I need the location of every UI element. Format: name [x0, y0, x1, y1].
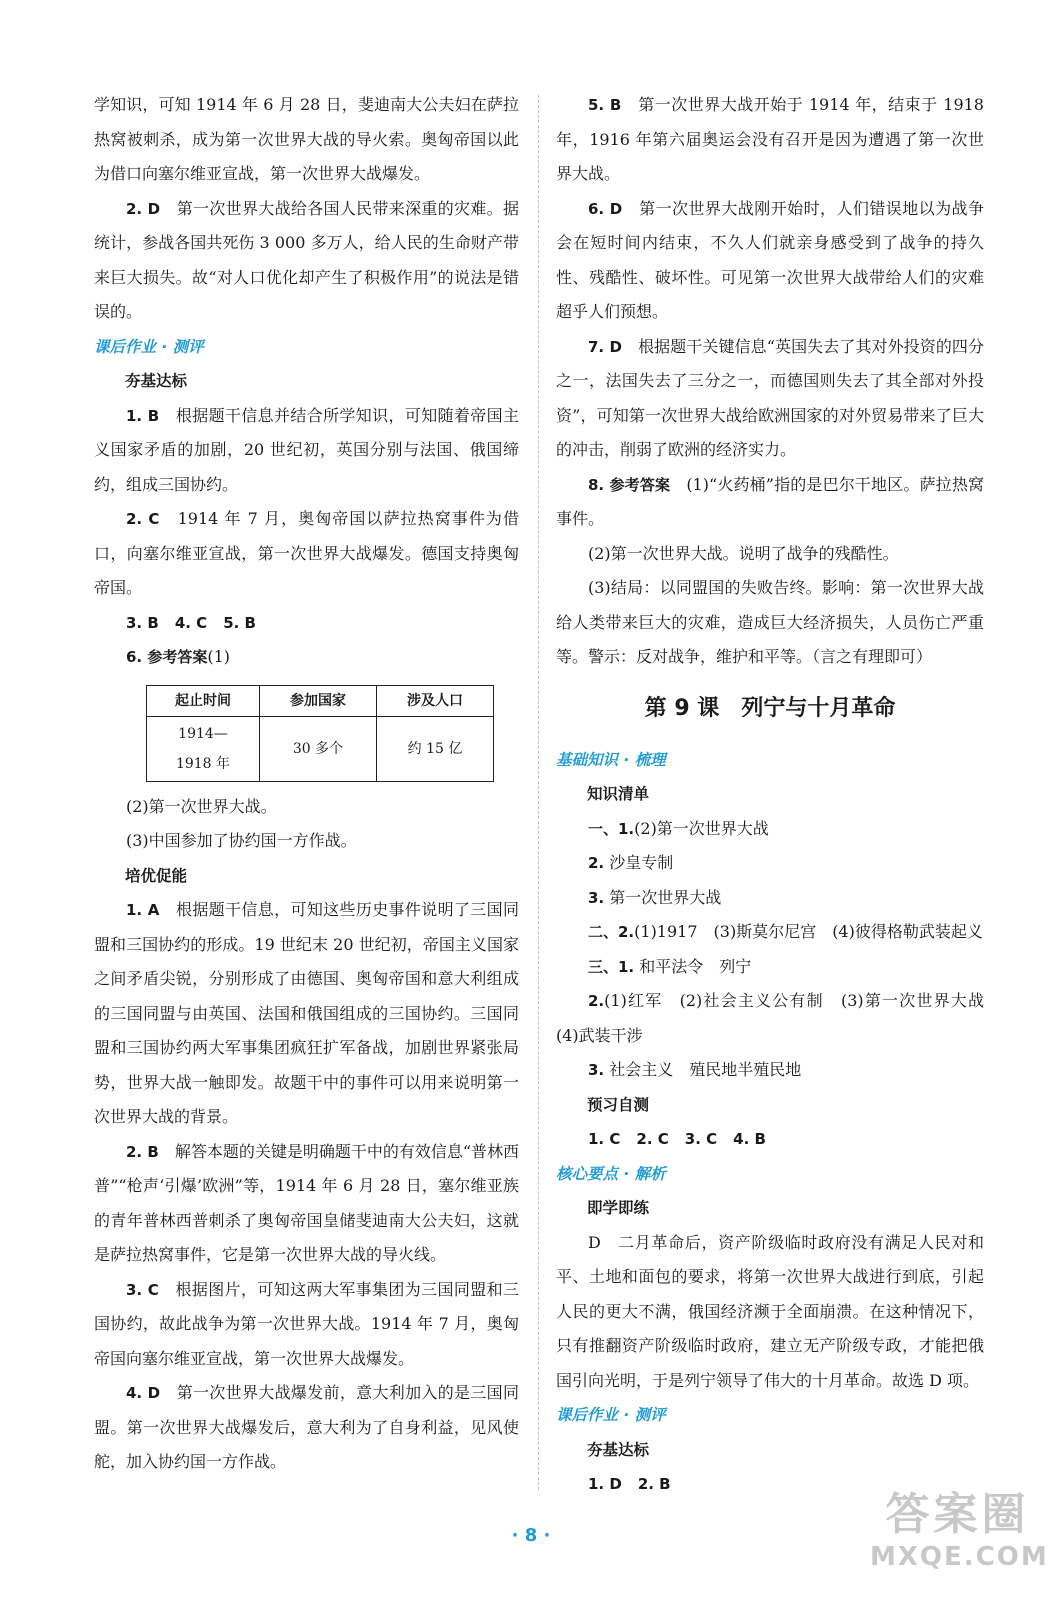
knowledge-item-2 [556, 846, 984, 881]
section-header-basic-knowledge: 基础知识 · 梳理 [556, 750, 666, 769]
section-header-core-points: 核心要点 · 解析 [556, 1164, 666, 1183]
adv-answer-4 [94, 1376, 519, 1480]
preview-answers [556, 1122, 984, 1157]
knowledge-item-7-text: 社会主义 殖民地半殖民地 [609, 1060, 802, 1079]
paragraph-continued: 学知识，可知 1914 年 6 月 28 日，斐迪南大公夫妇在萨拉热窝被刺杀，成为第一次世界大战的导火索。奥匈帝国以此为借口向塞尔维亚宣战，第一次世界大战爆发。 [94, 95, 519, 183]
knowledge-item-3-text: 第一次世界大战 [609, 887, 722, 907]
knowledge-item-4 [556, 915, 984, 950]
hw-answer-3: 3. B [126, 613, 159, 632]
lesson-name: 列宁与十月革命 [741, 695, 896, 721]
subheading-advanced: 培优促能 [125, 866, 188, 885]
table-cell-countries: 30 多个 [260, 716, 377, 781]
adv-answer-7 [556, 330, 984, 468]
hw-answers-3-5 [94, 606, 519, 641]
adv-answer-5-number: 5. B [588, 96, 622, 114]
knowledge-item-3 [556, 881, 984, 916]
watermark-logo [870, 1488, 1049, 1572]
subheading-knowledge-list: 知识清单 [587, 785, 650, 803]
column-divider [538, 95, 539, 1490]
hw-answer-1-number: 1. B [126, 406, 160, 425]
knowledge-item-3-number: 3. [588, 888, 605, 907]
hw-answer-5: 5. B [223, 613, 256, 632]
table-cell-time-line1: 1914— [178, 725, 228, 742]
subheading-instant-practice: 即学即练 [587, 1199, 650, 1217]
adv-answer-8-number: 8. 参考答案 [588, 475, 671, 494]
section-header-homework: 课后作业 · 测评 [94, 337, 204, 356]
answer-2-paragraph [94, 192, 519, 330]
adv-answer-2-text: 解答本题的关键是明确题干中的有效信息“普林西普”“枪声‘引爆’欧洲”等，1914 年 6 月 28 日，塞尔维亚族的青年普林西普刺杀了奥匈帝国皇储斐迪南大公夫妇，这就是萨拉热窝事件，它是第一次世界大战的导火线。 [94, 1141, 519, 1264]
page-number: · 8 · [511, 1525, 551, 1546]
adv-answer-8 [556, 468, 984, 537]
answer-table-header-row [147, 685, 494, 716]
preview-answer-4: 4. B [733, 1130, 766, 1148]
lesson-number: 第 9 课 [644, 695, 720, 721]
hw-answer-6-number: 6. 参考答案 [126, 648, 208, 666]
section-header-homework-2: 课后作业 · 测评 [556, 1406, 666, 1424]
adv-answer-4-text: 第一次世界大战爆发前，意大利加入的是三国同盟。第一次世界大战爆发后，意大利为了自身利益，见风使舵，加入协约国一方作战。 [94, 1383, 519, 1471]
adv-answer-6 [556, 192, 984, 330]
adv-answer-6-text: 第一次世界大战刚开始时，人们错误地以为战争会在短时间内结束，不久人们就亲身感受到了战争的持久性、残酷性、破坏性。可见第一次世界大战带给人们的灾难超乎人们预想。 [556, 198, 984, 321]
left-column [94, 88, 519, 1480]
knowledge-item-2-text: 沙皇专制 [609, 853, 674, 872]
knowledge-item-1-number: 一、1. [588, 819, 635, 838]
knowledge-item-1-text: (2)第一次世界大战 [634, 818, 769, 838]
knowledge-item-2-number: 2. [588, 854, 605, 872]
table-header-countries: 参加国家 [260, 685, 377, 716]
answer-table [146, 685, 494, 782]
adv-answer-1-text: 根据题干信息，可知这些历史事件说明了三国同盟和三国协约的形成。19 世纪末 20 世纪初，帝国主义国家之间矛盾尖锐，分别形成了由德国、奥匈帝国和意大利组成的三国同盟与由英国、法国和俄国组成的三国协约。三国同盟和三国协约两大军事集团疯狂扩军备战，加剧世界紧张局势，世界大战一触即发。故题干中的事件可以用来说明第一次世界大战的背景。 [94, 900, 519, 1126]
adv-answer-1 [94, 893, 519, 1135]
right-column [556, 88, 1001, 1502]
adv-answer-1-number: 1. A [126, 901, 160, 919]
adv-answer-3-text: 根据图片，可知这两大军事集团为三国同盟和三国协约，故此战争为第一次世界大战。1914 年 7 月，奥匈帝国向塞尔维亚宣战，第一次世界大战爆发。 [94, 1279, 519, 1368]
table-cell-time-line2: 1918 年 [175, 755, 231, 772]
hw-answer-4: 4. C [174, 613, 208, 632]
preview-answer-3: 3. C [684, 1130, 718, 1148]
adv-answer-8-part1: (1)“火药桶”指的是巴尔干地区。萨拉热窝事件。 [556, 474, 984, 528]
preview-answer-2: 2. C [636, 1130, 669, 1148]
adv-answer-7-text: 根据题干关键信息“英国失去了其对外投资的四分之一，法国失去了三分之一，而德国则失去了其全部对外投资”，可知第一次世界大战给欧洲国家的对外贸易带来了巨大的冲击，削弱了欧洲的经济实力。 [556, 336, 984, 459]
preview-answer-1: 1. C [588, 1130, 621, 1148]
hw-answer-6-part3: (3)中国参加了协约国一方作战。 [126, 831, 357, 850]
adv-answer-8-part3: (3)结局：以同盟国的失败告终。影响：第一次世界大战给人类带来巨大的灾难，造成巨大经济损失，人员伤亡严重等。警示：反对战争，维护和平等。（言之有理即可） [556, 578, 984, 666]
subheading-basic-drill: 夯基达标 [125, 372, 188, 390]
adv-answer-2 [94, 1135, 519, 1273]
hw-answer-1-text: 根据题干信息并结合所学知识，可知随着帝国主义国家矛盾的加剧，20 世纪初，英国分别与法国、俄国缔约，组成三国协约。 [94, 405, 519, 494]
hw-answer-6-part2: (2)第一次世界大战。 [126, 796, 277, 816]
hw-answer-2-number: 2. C [126, 510, 160, 528]
adv-answer-4-number: 4. D [126, 1384, 161, 1402]
adv-answer-5 [556, 88, 984, 192]
hw-answer-1 [94, 399, 519, 503]
adv-answer-3-number: 3. C [126, 1280, 159, 1299]
answer-table-row [147, 716, 494, 781]
hw-answer-2-text: 1914 年 7 月，奥匈帝国以萨拉热窝事件为借口，向塞尔维亚宣战，第一次世界大战爆发。德国支持奥匈帝国。 [94, 509, 519, 597]
lesson-title [556, 689, 984, 729]
hw2-answer-2: 2. B [637, 1475, 671, 1493]
knowledge-item-6-text: (1)红军 (2)社会主义公有制 (3)第一次世界大战 (4)武装干涉 [556, 991, 1001, 1045]
adv-answer-7-number: 7. D [588, 337, 622, 356]
answer-2-text: 第一次世界大战给各国人民带来深重的灾难。据统计，参战各国共死伤 3 000 多万人，给人民的生命财产带来巨大损失。故“对人口优化却产生了积极作用”的说法是错误的。 [94, 198, 519, 321]
practice-answer: D 二月革命后，资产阶级临时政府没有满足人民对和平、土地和面包的要求，将第一次世界大战进行到底，引起人民的更大不满，俄国经济濒于全面崩溃。在这种情况下，只有推翻资产阶级临时政府，建立无产阶级专政，才能把俄国引向光明，于是列宁领导了伟大的十月革命。故选 D 项。 [556, 1232, 984, 1390]
knowledge-item-7-number: 3. [588, 1061, 605, 1079]
subheading-preview-test: 预习自测 [587, 1095, 650, 1114]
adv-answer-8-part2: (2)第一次世界大战。说明了战争的残酷性。 [588, 543, 899, 563]
hw2-answer-1: 1. D [588, 1475, 622, 1493]
subheading-basic-drill-2: 夯基达标 [587, 1440, 650, 1459]
knowledge-item-4-text: (1)1917 (3)斯莫尔尼宫 (4)彼得格勒武装起义 [634, 922, 983, 941]
knowledge-item-7 [556, 1053, 984, 1088]
hw-answer-6-part1: (1) [207, 647, 231, 666]
adv-answer-2-number: 2. B [126, 1142, 159, 1161]
knowledge-item-6-number: 2. [588, 992, 605, 1010]
knowledge-item-5-number: 三、1. [588, 957, 635, 976]
table-header-time: 起止时间 [147, 685, 260, 716]
knowledge-item-5-text: 和平法令 列宁 [639, 956, 752, 976]
knowledge-item-4-number: 二、2. [588, 923, 635, 941]
adv-answer-3 [94, 1273, 519, 1377]
knowledge-item-1 [556, 812, 984, 847]
watermark-domain: MXQE.COM [870, 1542, 1049, 1572]
hw-answer-6 [94, 640, 519, 675]
knowledge-item-5 [556, 950, 984, 985]
adv-answer-5-text: 第一次世界大战开始于 1914 年，结束于 1918 年，1916 年第六届奥运会没有召开是因为遭遇了第一次世界大战。 [556, 95, 984, 183]
knowledge-item-6 [556, 984, 1001, 1053]
watermark-title: 答案圈 [885, 1489, 1030, 1540]
table-cell-population: 约 15 亿 [377, 716, 494, 781]
adv-answer-6-number: 6. D [588, 199, 623, 218]
hw-answer-2 [94, 502, 519, 606]
table-header-population: 涉及人口 [377, 685, 494, 716]
table-cell-time [147, 716, 260, 781]
answer-2-number: 2. D [126, 199, 161, 218]
